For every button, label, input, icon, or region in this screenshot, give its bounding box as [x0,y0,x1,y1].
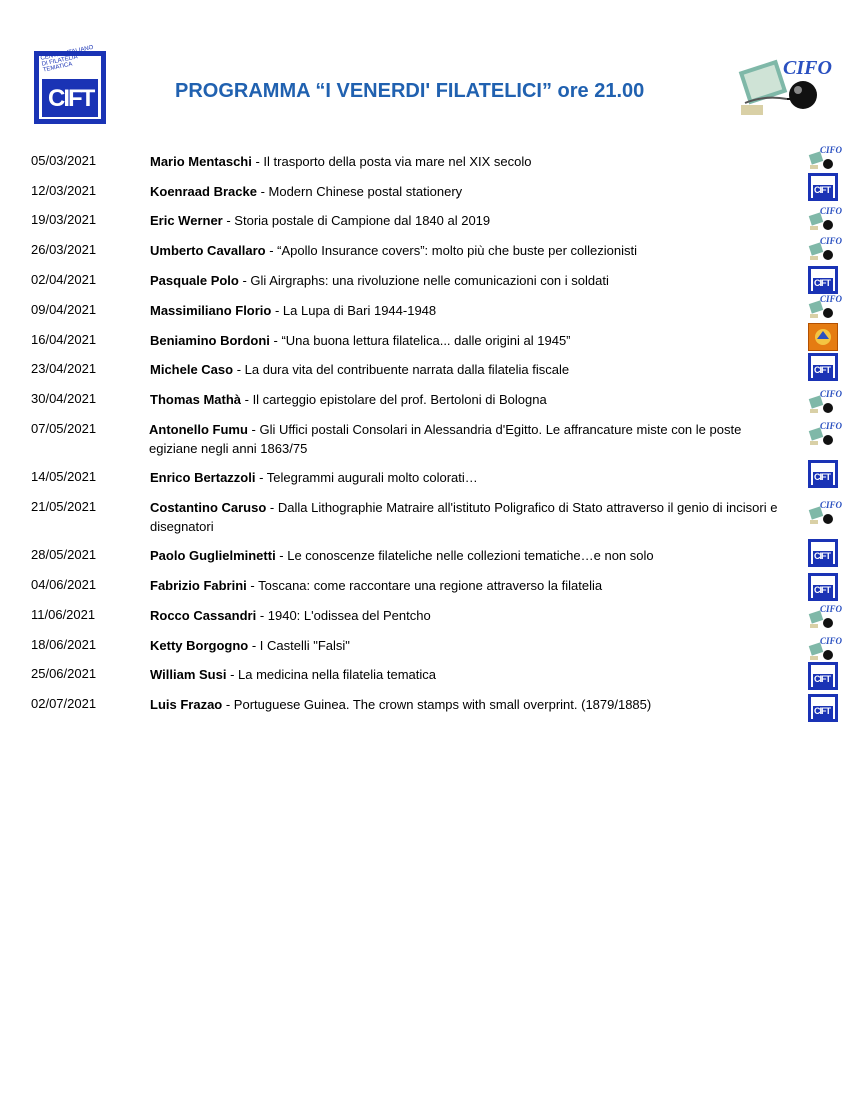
speaker-name: Pasquale Polo [150,273,239,288]
event-description [150,695,790,714]
speaker-name: Massimiliano Florio [150,303,272,318]
event-description [149,420,789,458]
speaker-name: Umberto Cavallaro [150,243,266,258]
speaker-name: Enrico Bertazzoli [150,470,256,485]
cift-badge-label: CIFT [814,551,830,561]
speaker-name: Antonello Fumu [149,422,248,437]
cift-badge-icon [808,173,838,201]
talk-topic: - Storia postale di Campione dal 1840 al 2019 [222,213,491,228]
event-date: 19/03/2021 [31,212,97,227]
cifo-badge-icon [808,604,843,634]
speaker-name: Rocco Cassandri [150,608,257,623]
cift-badge-stamp [813,674,833,687]
cift-badge-stamp [813,706,833,719]
event-description [150,576,790,595]
talk-topic: - La dura vita del contribuente narrata dalla filatelia fiscale [233,362,570,377]
event-description [150,241,790,260]
event-description [150,152,790,171]
event-date: 12/03/2021 [31,183,97,198]
event-description [150,606,790,625]
cift-logo-text: CENTRO ITALIANO DI FILATELIA TEMATICA [40,44,94,74]
talk-topic: - “Apollo Insurance covers”: molto più che buste per collezionisti [265,243,637,258]
cift-badge-icon [808,266,838,294]
event-description [150,665,790,684]
talk-topic: - Portuguese Guinea. The crown stamps with small overprint. (1879/1885) [222,697,652,712]
event-description [150,271,790,290]
cifo-badge-label: CIFO [820,389,843,399]
event-date: 14/05/2021 [31,469,97,484]
event-description [150,468,790,487]
cift-badge-stamp [813,585,833,598]
talk-topic: - La medicina nella filatelia tematica [226,667,437,682]
talk-topic: - Gli Uffici postali Consolari in Alessandria d'Egitto. Le affrancature miste con le poste egiziane negli anni 1863/75 [149,422,742,456]
speaker-name: Beniamino Bordoni [150,333,270,348]
cift-badge-stamp [813,185,833,198]
event-date: 04/06/2021 [31,577,97,592]
talk-topic: - Telegrammi augurali molto colorati… [255,470,478,485]
speaker-name: Paolo Guglielminetti [150,548,276,563]
speaker-name: Costantino Caruso [150,500,267,515]
cift-badge-label: CIFT [814,472,830,482]
speaker-name: Michele Caso [150,362,234,377]
talk-topic: - Il trasporto della posta via mare nel XIX secolo [251,154,532,169]
cift-badge-label: CIFT [814,365,830,375]
event-description [150,360,790,379]
talk-topic: - I Castelli "Falsi" [248,638,350,653]
event-date: 18/06/2021 [31,637,97,652]
cift-badge-icon [808,539,838,567]
speaker-name: Thomas Mathà [150,392,242,407]
cift-badge-icon [808,662,838,690]
cifo-badge-label: CIFO [820,636,843,646]
event-description [150,211,790,230]
club-emblem-icon [809,324,837,350]
talk-topic: - Toscana: come raccontare una regione attraverso la filatelia [246,578,603,593]
cift-badge-label: CIFT [814,185,830,195]
speaker-name: Luis Frazao [150,697,223,712]
cift-badge-icon [808,460,838,488]
page-title: PROGRAMMA “I VENERDI' FILATELICI” ore 21.00 [175,80,645,102]
event-description [150,331,790,350]
cift-badge-stamp [813,278,833,291]
talk-topic: - Il carteggio epistolare del prof. Bertoloni di Bologna [241,392,547,407]
cifo-logo [735,55,835,125]
event-date: 23/04/2021 [31,361,97,376]
cifo-logo-word: CIFO [783,57,832,79]
cift-badge-label: CIFT [814,674,830,684]
cift-badge-label: CIFT [814,706,830,716]
cift-logo [34,44,106,124]
event-description [150,546,790,565]
cifo-badge-icon [808,145,843,175]
cift-badge-label: CIFT [814,278,830,288]
cift-badge-icon [808,353,838,381]
cifo-badge-label: CIFO [820,206,843,216]
cift-logo-stamp [42,79,98,117]
talk-topic: - Dalla Lithographie Matraire all'istituto Poligrafico di Stato attraverso il genio di incisori e disegnatori [150,500,778,534]
cifo-badge-label: CIFO [820,500,843,510]
cifo-badge-icon [808,389,843,419]
event-date: 07/05/2021 [31,421,97,436]
event-date: 11/06/2021 [31,607,96,622]
event-date: 16/04/2021 [31,332,97,347]
speaker-name: Ketty Borgogno [150,638,249,653]
cift-badge-label: CIFT [814,585,830,595]
event-date: 30/04/2021 [31,391,97,406]
speaker-name: Fabrizio Fabrini [150,578,247,593]
event-description [150,390,790,409]
event-date: 26/03/2021 [31,242,97,257]
cift-badge-icon [808,694,838,722]
event-description [150,182,790,201]
talk-topic: - La Lupa di Bari 1944-1948 [271,303,437,318]
speaker-name: Mario Mentaschi [150,154,252,169]
event-description [150,301,790,320]
cifo-badge-icon [808,236,843,266]
event-date: 28/05/2021 [31,547,97,562]
cift-badge-stamp [813,365,833,378]
cifo-badge-icon [808,206,843,236]
cifo-badge-label: CIFO [820,604,843,614]
cift-badge-icon [808,573,838,601]
event-description [150,636,790,655]
cift-logo-mark: CIFT [48,85,94,112]
talk-topic: - Modern Chinese postal stationery [256,184,463,199]
event-date: 05/03/2021 [31,153,97,168]
cift-badge-stamp [813,472,833,485]
event-date: 25/06/2021 [31,666,97,681]
talk-topic: - “Una buona lettura filatelica... dalle origini al 1945” [269,333,571,348]
event-date: 02/07/2021 [31,696,97,711]
club-badge-icon [808,323,838,351]
cifo-badge-label: CIFO [820,421,843,431]
cifo-badge-icon [808,294,843,324]
speaker-name: Eric Werner [150,213,223,228]
talk-topic: - 1940: L'odissea del Pentcho [256,608,431,623]
cifo-badge-icon [808,500,843,530]
speaker-name: William Susi [150,667,227,682]
cift-badge-stamp [813,551,833,564]
talk-topic: - Le conoscenze filateliche nelle collezioni tematiche…e non solo [275,548,654,563]
event-date: 09/04/2021 [31,302,97,317]
cifo-badge-icon [808,421,843,451]
event-date: 02/04/2021 [31,272,97,287]
speaker-name: Koenraad Bracke [150,184,257,199]
event-date: 21/05/2021 [31,499,97,514]
talk-topic: - Gli Airgraphs: una rivoluzione nelle comunicazioni con i soldati [238,273,609,288]
cifo-badge-label: CIFO [820,236,843,246]
event-description [150,498,790,536]
cifo-badge-label: CIFO [820,145,843,155]
cifo-badge-label: CIFO [820,294,843,304]
